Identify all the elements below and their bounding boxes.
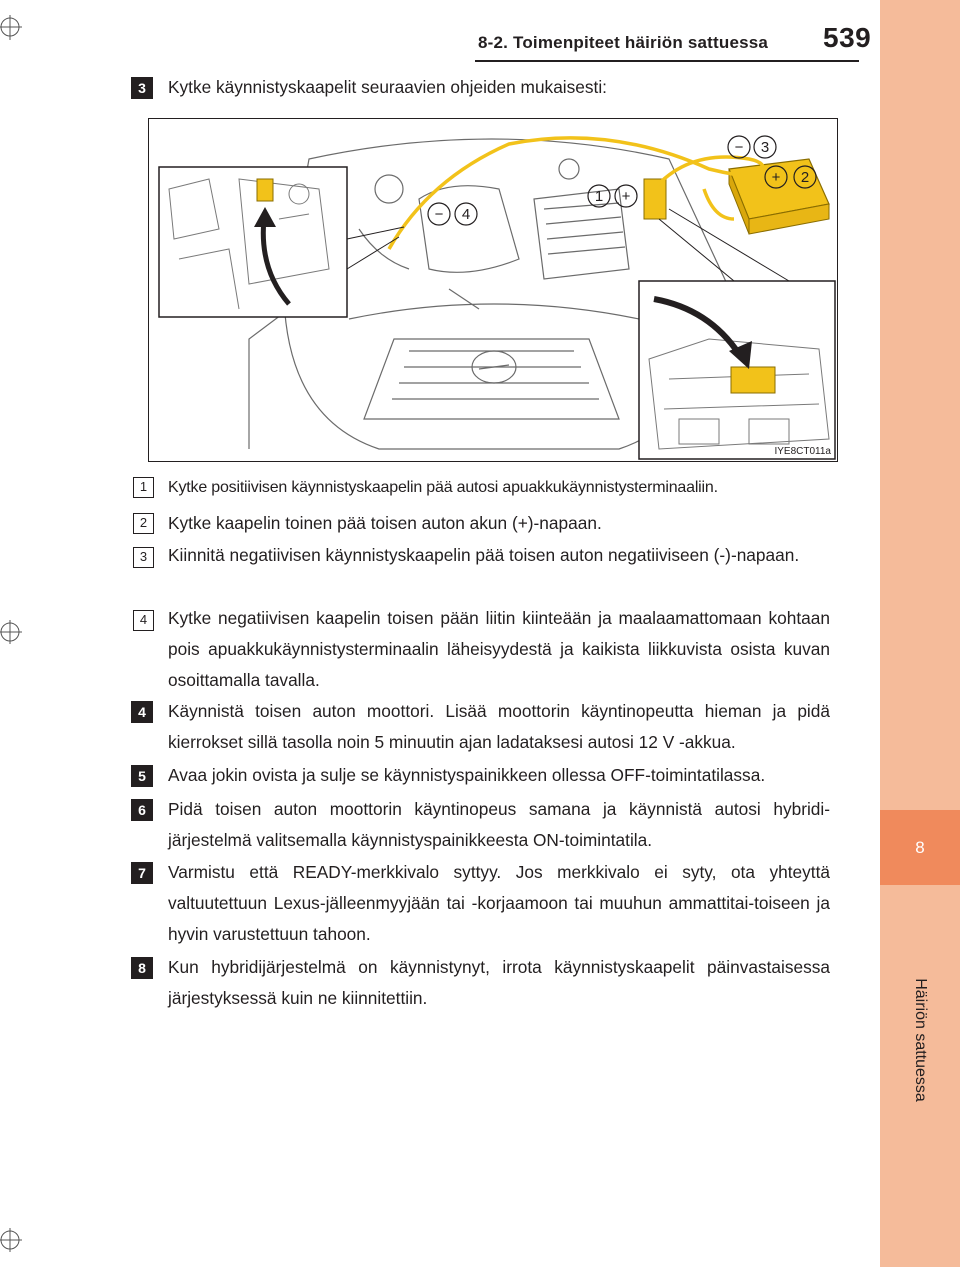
section-title: 8-2. Toimenpiteet häiriön sattuessa [478,33,769,52]
step-text: Käynnistä toisen auton moottori. Lisää moottorin käyntinopeutta hieman ja pidä kierrokset sillä tasolla noin 5 minuutin ajan ladataksesi autosi 12 V -akkua. [168,701,830,752]
step-badge: 7 [131,862,153,884]
step-badge: 6 [131,799,153,821]
callout-sign: + [621,188,631,205]
step-text: Kytke käynnistyskaapelit seuraavien ohjeiden mukaisesti: [168,77,607,97]
chapter-title: Häiriön sattuessa [912,978,929,1102]
callout-sign: − [434,206,444,223]
step-text: Kun hybridijärjestelmä on käynnistynyt, irrota käynnistyskaapelit päinvastaisessa järjestyksessä kuin ne kiinnitettiin. [168,957,830,1008]
step-text: Avaa jokin ovista ja sulje se käynnistyspainikkeen ollessa OFF-toimintatilassa. [168,765,766,785]
callout-sign: − [734,139,744,156]
page-header [0,0,960,60]
substep-text: Kytke kaapelin toinen pää toisen auton akun (+)-napaan. [168,513,602,533]
substep-badge: 4 [133,610,154,631]
callout-number: 2 [800,169,810,186]
step-text: Pidä toisen auton moottorin käyntinopeus samana ja käynnistä autosi hybridi-järjestelmä valitsemalla käynnistyspainikkeesta ON-toimintatila. [168,799,830,850]
step-badge: 8 [131,957,153,979]
jump-start-illustration [148,118,838,462]
callout-number: 4 [461,206,471,223]
figure-code: IYE8CT011a [774,446,831,457]
substep-badge: 3 [133,547,154,568]
engine-bay-drawing [149,119,838,462]
step-text: Varmistu että READY-merkkivalo syttyy. Jos merkkivalo ei syty, ota yhteyttä valtuutettuun Lexus-jälleenmyyjään tai -korjaamoon tai muuhun ammattitai-toiseen ja hyvin varustettuun tahoon. [168,862,830,944]
substep-text: Kytke positiivisen käynnistyskaapelin pää autosi apuakkukäynnistysterminaaliin. [168,479,718,496]
step-badge: 4 [131,701,153,723]
substep-text: Kiinnitä negatiivisen käynnistyskaapelin pää toisen auton negatiiviseen (-)-napaan. [168,545,800,565]
substep-text: Kytke negatiivisen kaapelin toisen pään liitin kiinteään ja maalaamattomaan kohtaan pois apuakkukäynnistysterminaalin läheisyydestä ja kaikista liikkuvista osista kuvan osoittamalla tavalla. [168,608,830,690]
substep-badge: 1 [133,477,154,498]
callout-number: 3 [760,139,770,156]
step-badge: 3 [131,77,153,99]
callout-number: 1 [594,188,604,205]
callout-sign: + [771,169,781,186]
step-badge: 5 [131,765,153,787]
chapter-number: 8 [880,810,960,885]
page-number: 539 [823,22,872,53]
substep-badge: 2 [133,513,154,534]
header-rule [475,60,859,62]
